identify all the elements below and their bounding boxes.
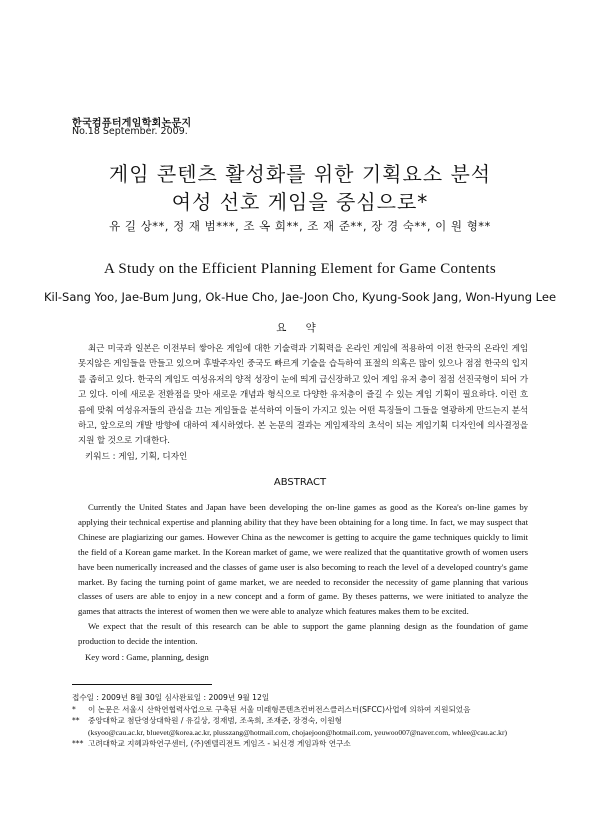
- footnote-mark: ***: [72, 739, 84, 749]
- english-title: A Study on the Efficient Planning Element for Game Contents: [104, 261, 496, 277]
- korean-keywords: 키워드 : 게임, 기획, 디자인: [85, 452, 188, 462]
- footnote-mark: *: [72, 704, 76, 714]
- footnotes: [72, 692, 542, 750]
- english-abstract-heading: ABSTRACT: [273, 477, 327, 488]
- english-keywords: Key word : Game, planning, design: [85, 652, 209, 662]
- footnote-emails: (ksyoo@cau.ac.kr, bluevet@korea.ac.kr, plusszang@hotmail.com, chojaejoon@hotmail.com, yeuwoo007@naver.com, whlee@cau.ac.kr): [88, 727, 508, 737]
- footnote-mark: **: [72, 716, 80, 726]
- english-authors: Kil-Sang Yoo, Jae-Bum Jung, Ok-Hue Cho, Jae-Joon Cho, Kyung-Sook Jang, Won-Hyung Lee: [43, 290, 557, 304]
- english-abstract-paragraph-1: Currently the United States and Japan have been developing the on-line games as good as the Korea's on-line games by applying their technical expertise and planning ability that they have been obtaining for a long time. In fact, we may suspect that Chinese are plagiarizing our games. However China as the newcomer is getting to acquire the game techniques quickly to limit the field of a Korean game market. In the Korean market of game, we were realized that the quantitative growth of women users have been numerically increased and the classes of game user is also becoming to reach the level of a developed country's game market. By facing the turning point of game market, we are needed to reconsider the necessity of game planning that various classes of users are able to enjoy in a new concept and a form of game. By theses patterns, we were initiated to analyze the games that attracts the interest of women then we were able to analyze which features makes them to be excited.: [78, 502, 528, 617]
- korean-title-line-1: 게임 콘텐츠 활성화를 위한 기획요소 분석: [108, 162, 492, 186]
- footnote-affiliation-1: [72, 715, 542, 727]
- korean-title-line-2: 여성 선호 게임을 중심으로*: [171, 190, 429, 214]
- korean-abstract: [78, 342, 528, 450]
- journal-issue: No.18 September. 2009.: [72, 126, 188, 137]
- footnote-affiliation-2-text: 고려대학교 지혜과학연구센터, (주)엔텔리전트 게임즈 - 뇌신경 게임과학 연구소: [88, 739, 351, 749]
- footnote-funding: [72, 704, 542, 716]
- footnote-affiliation-1-text: 중앙대학교 첨단영상대학원 / 유길상, 정재범, 조옥희, 조재준, 장경숙, 이원형: [88, 716, 343, 726]
- footnote-dates: 접수일 : 2009년 8월 30일 심사완료일 : 2009년 9월 12일: [72, 693, 270, 702]
- korean-abstract-paragraph: 최근 미국과 일본은 이전부터 쌓아온 게임에 대한 기술력과 기획력을 온라인 게임에 적용하여 이전 한국의 온라인 게임 못지않은 게임들을 만들고 있으며 후발주자인 중국도 빠르게 기술을 습득하여 표절의 의혹은 많이 있으나 점점 한국의 입지를 좁히고 있다. 한국의 게임도 여성유저의 양적 성장이 눈에 띄게 급신장하고 있어 게임 유저 층이 점점 선진국형이 되어 가고 있다. 이에 새로운 전환점을 맞아 새로운 개념과 형식으로 다양한 유저층이 즐길 수 있는 게임 기획이 필요하다. 이런 흐름에 맞춰 여성유저들의 관심을 끄는 게임들을 분석하여 이들이 가지고 있는 어떤 특징들이 그들을 열광하게 만드는지 분석하고, 앞으로의 개발 방향에 대하여 제시하였다. 본 논문의 결과는 게임제작의 초석이 되는 게임기획 디자인에 의사결정을 지원 할 것으로 기대한다.: [78, 344, 528, 447]
- footnote-divider: [72, 684, 212, 685]
- journal-name: 한국컴퓨터게임학회논문지: [72, 118, 192, 129]
- korean-authors: 유 길 상**, 정 재 범***, 조 옥 희**, 조 재 준**, 장 경 숙**, 이 원 형**: [109, 219, 491, 233]
- english-abstract: [78, 500, 528, 649]
- korean-abstract-heading: 요 약: [276, 322, 324, 334]
- english-abstract-paragraph-2: We expect that the result of this research can be able to support the game planning design as the foundation of game production to decide the intention.: [78, 621, 528, 647]
- footnote-affiliation-2: [72, 738, 542, 750]
- footnote-funding-text: 이 논문은 서울시 산학연협력사업으로 구축된 서울 미래형콘텐츠컨버전스클러스터(SFCC)사업에 의하여 지원되었음: [88, 704, 471, 714]
